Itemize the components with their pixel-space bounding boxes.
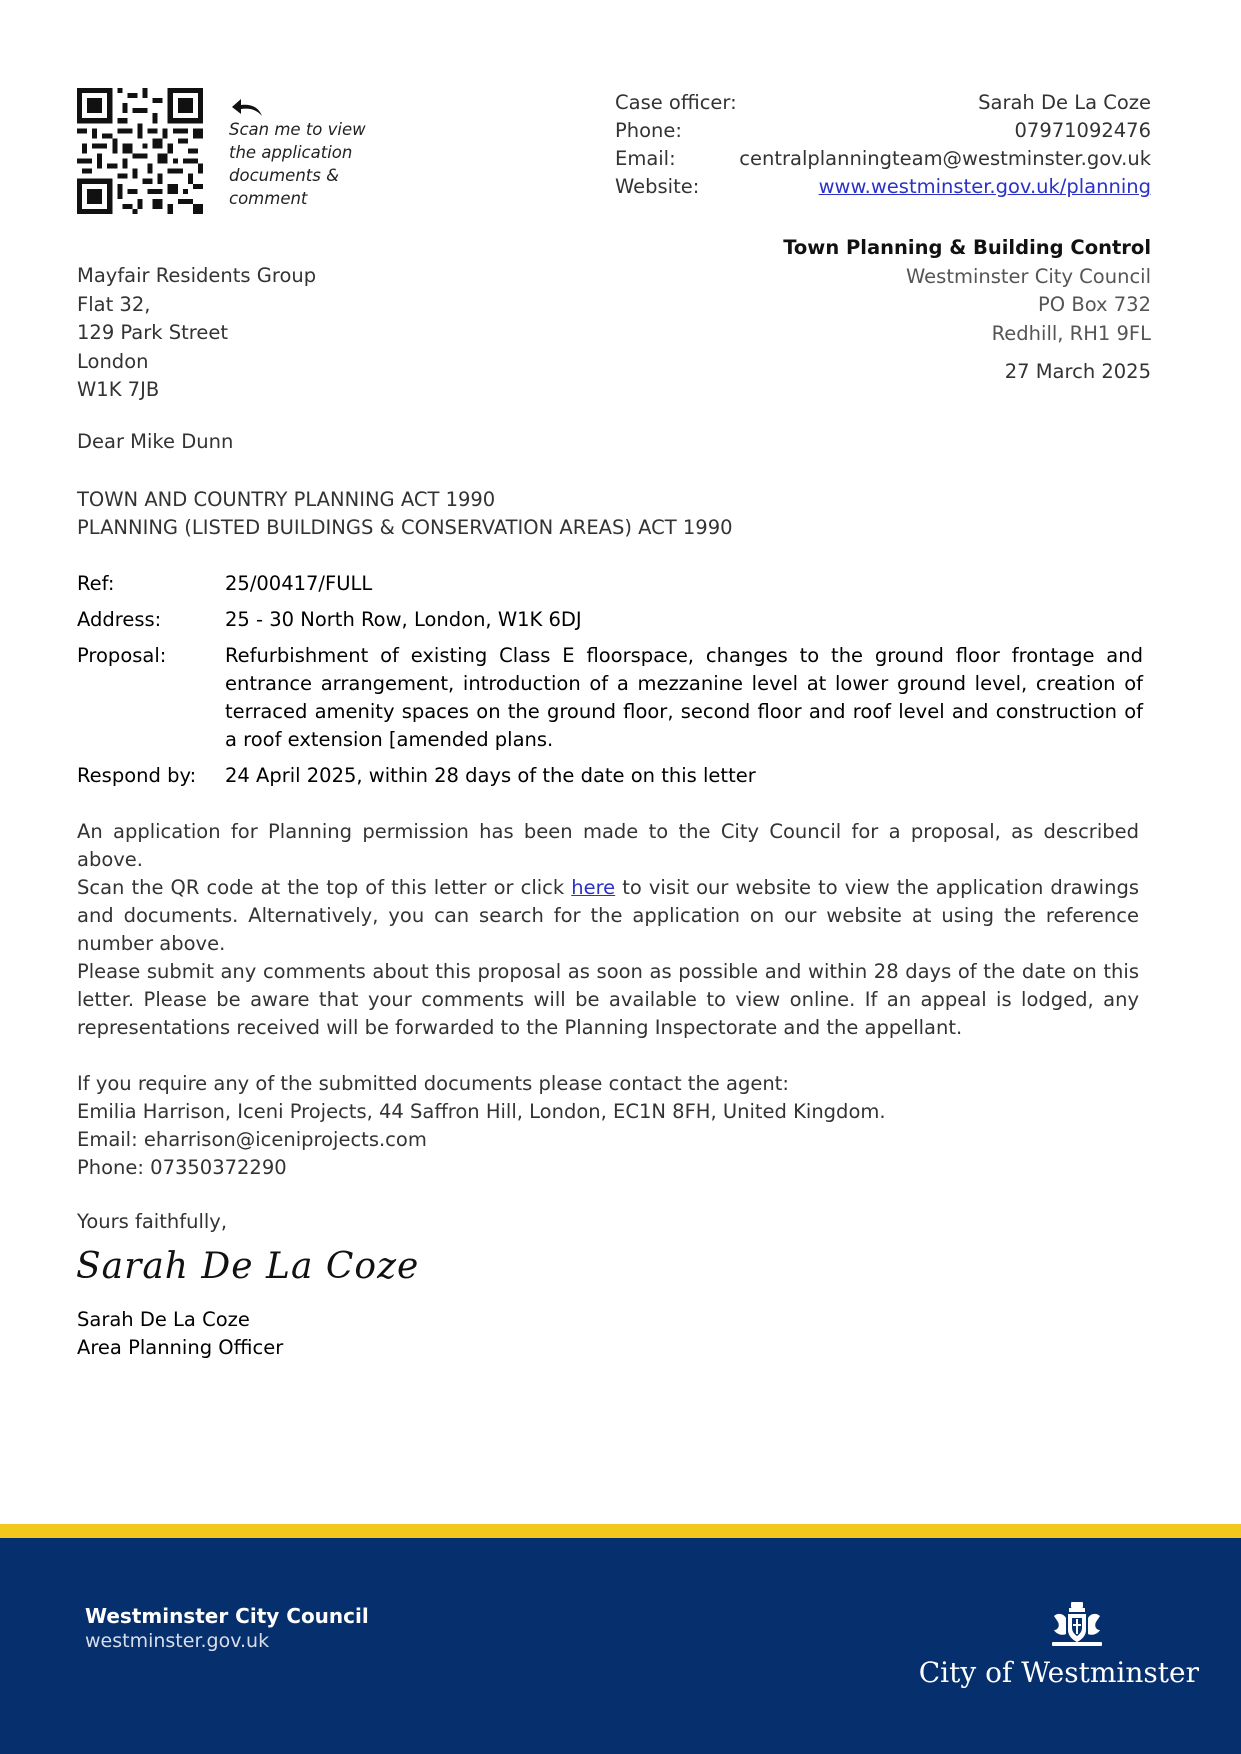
agent-line: Emilia Harrison, Iceni Projects, 44 Saffron Hill, London, EC1N 8FH, United Kingdom. — [77, 1100, 886, 1123]
contact-website-row — [615, 173, 1151, 201]
address-value: 25 - 30 North Row, London, W1K 6DJ — [225, 608, 582, 631]
crest-icon — [1044, 1600, 1110, 1648]
signer-name: Sarah De La Coze — [77, 1308, 250, 1331]
city-of-westminster-logo: City of Westminster — [918, 1656, 1199, 1689]
recipient-line: 129 Park Street — [77, 321, 229, 344]
contact-email-row — [615, 145, 1151, 173]
website-label: Website: — [615, 175, 700, 198]
agent-line: If you require any of the submitted documents please contact the agent: — [77, 1072, 789, 1095]
signature: Sarah De La Coze — [76, 1246, 420, 1287]
department-name: Town Planning & Building Control — [783, 236, 1151, 259]
closing: Yours faithfully, — [77, 1210, 228, 1233]
proposal-row — [77, 642, 1143, 754]
website-link[interactable]: www.westminster.gov.uk/planning — [818, 175, 1151, 198]
body-paragraph-application: An application for Planning permission has been made to the City Council for a proposal, as described above. — [77, 820, 1139, 871]
contact-phone-row — [615, 117, 1151, 145]
officer-value: Sarah De La Coze — [978, 91, 1151, 114]
qr-text-after: to visit our website to view the application drawings and documents. Alternatively, you can search for the application on our website at using the reference number above. — [77, 876, 1139, 955]
scan-instructions — [229, 118, 366, 210]
footer-website: westminster.gov.uk — [85, 1630, 270, 1652]
recipient-line: London — [77, 349, 149, 373]
footer-council-name: Westminster City Council — [85, 1604, 369, 1628]
act-line: TOWN AND COUNTRY PLANNING ACT 1990 — [77, 488, 496, 511]
qr-code-icon[interactable] — [77, 88, 203, 214]
signer-block — [77, 1306, 283, 1362]
agent-line: Email: eharrison@iceniprojects.com — [77, 1128, 427, 1151]
officer-label: Case officer: — [615, 91, 737, 114]
recipient-line: W1K 7JB — [77, 378, 160, 401]
email-label: Email: — [615, 147, 676, 170]
body-paragraph-qr — [77, 874, 1139, 958]
ref-row — [77, 570, 1143, 598]
signer-title: Area Planning Officer — [77, 1336, 284, 1359]
body-paragraph-comments: Please submit any comments about this proposal as soon as possible and within 28 days of the date on this letter. Please be aware that your comments will be available to view online. If an appeal is lodged, any representations received will be forwarded to the Planning Inspectorate and the appellant. — [77, 960, 1139, 1039]
council-address-line: Westminster City Council — [906, 264, 1151, 288]
respond-value: 24 April 2025, within 28 days of the date on this letter — [225, 764, 756, 787]
council-address — [783, 234, 1151, 348]
here-link[interactable]: here — [571, 876, 616, 899]
application-details — [77, 570, 1143, 798]
proposal-value: Refurbishment of existing Class E floorspace, changes to the ground floor frontage and entrance arrangement, introduction of a mezzanine level at lower ground level, creation of terraced amenity spaces on the ground floor, second floor and roof level and construction of a roof extension [amended plans. — [225, 644, 1143, 751]
respond-row — [77, 762, 1143, 790]
council-address-line: PO Box 732 — [1038, 293, 1151, 316]
recipient-line: Mayfair Residents Group — [77, 264, 317, 287]
ref-value: 25/00417/FULL — [225, 572, 373, 595]
footer-yellow-stripe — [0, 1524, 1241, 1538]
respond-label: Respond by: — [77, 764, 197, 787]
scan-line: Scan me to view — [229, 120, 366, 139]
curved-arrow-icon — [230, 96, 264, 118]
contact-officer-row — [615, 89, 1151, 117]
proposal-label: Proposal: — [77, 644, 167, 667]
qr-text-before: Scan the QR code at the top of this letter or click — [77, 876, 572, 899]
acts-heading — [77, 486, 733, 542]
salutation: Dear Mike Dunn — [77, 430, 234, 453]
email-value: centralplanningteam@westminster.gov.uk — [739, 147, 1151, 170]
scan-line: the application — [229, 143, 353, 162]
phone-value: 07971092476 — [1014, 119, 1151, 142]
address-row — [77, 606, 1143, 634]
act-line: PLANNING (LISTED BUILDINGS & CONSERVATION AREAS) ACT 1990 — [77, 516, 733, 539]
agent-line: Phone: 07350372290 — [77, 1156, 287, 1179]
scan-line: comment — [229, 189, 308, 208]
recipient-line: Flat 32, — [77, 292, 151, 316]
contact-block — [615, 89, 1151, 201]
council-address-line: Redhill, RH1 9FL — [991, 321, 1151, 345]
scan-line: documents & — [229, 166, 339, 185]
ref-label: Ref: — [77, 572, 115, 595]
body-paragraph-agent — [77, 1070, 1139, 1182]
letter-date: 27 March 2025 — [1004, 360, 1151, 383]
address-label: Address: — [77, 608, 162, 631]
phone-label: Phone: — [615, 119, 682, 142]
recipient-address — [77, 262, 316, 405]
